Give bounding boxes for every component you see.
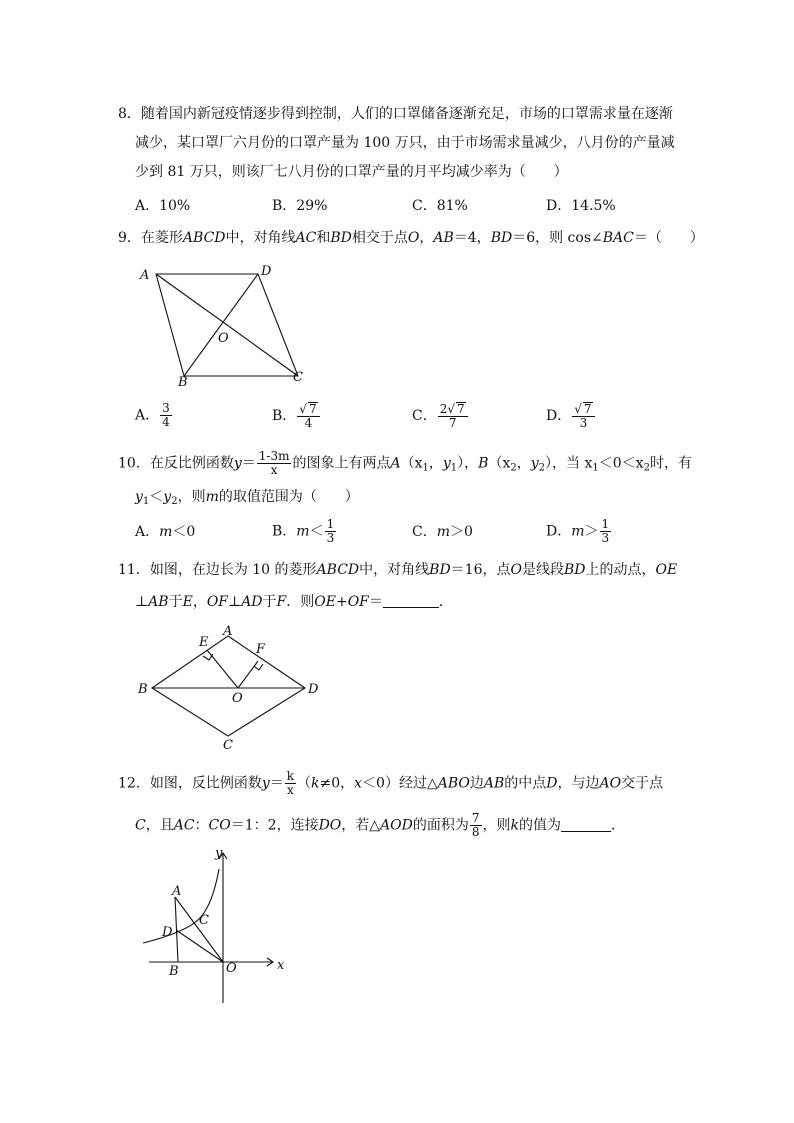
q8-line-1: 8．随着国内新冠疫情逐步得到控制，人们的口罩储备逐渐充足，市场的口罩需求量在逐渐 [118, 106, 673, 122]
q10-option-d: D．m＞ $\frac{1}{3}$ [546, 517, 610, 545]
q9-label-d: D [261, 264, 272, 279]
q9-label-o: O [218, 331, 229, 346]
q9-label-c: C [293, 370, 303, 385]
q12-answer-blank [561, 831, 611, 832]
q8-option-a: A．10% [135, 198, 191, 214]
q8-line-2: 减少，某口罩厂六月份的口罩产量为 100 万只，由于市场需求量减少，八月份的产量减 [135, 135, 675, 151]
q12-coordinate-figure [135, 845, 295, 1010]
q10-stem-line-2: $y_1<y_2$，则m的取值范围为（ ） [135, 489, 359, 507]
q12-label-a: A [172, 884, 182, 899]
q9-option-c: C． $\frac{2√ 7}{7}$ [412, 402, 469, 430]
q9-label-b: B [178, 375, 188, 390]
q8-option-b: B．29% [272, 198, 328, 214]
q12-label-b: B [169, 964, 179, 979]
q10-option-c: C．m＞0 [412, 524, 473, 540]
q10-option-a: A．m＜0 [135, 524, 196, 540]
q9-stem: 9．在菱形ABCD中，对角线AC和BD相交于点O，AB＝4，BD＝6，则 cos∠BAC＝（ ） [118, 230, 704, 246]
q12-label-x: x [277, 958, 285, 973]
q11-label-b: B [138, 682, 148, 697]
q11-label-d: D [308, 682, 319, 697]
q11-rhombus-figure [130, 622, 340, 752]
q10-option-b: B．m＜ $\frac{1}{3}$ [272, 517, 335, 545]
q11-stem-line-1: 11．如图，在边长为 10 的菱形ABCD中，对角线BD＝16，点O是线段BD上的动点，OE [118, 562, 678, 578]
q12-label-d: D [162, 925, 173, 940]
q9-option-a: A． $\frac{3}{4}$ [135, 401, 170, 429]
q11-stem-line-2: ⊥AB于E，OF⊥AD于F．则OE+OF＝ ． [135, 594, 453, 610]
q9-option-b: B． $\frac{√ 7}{4}$ [272, 402, 321, 430]
q12-label-o: O [226, 961, 237, 976]
q9-label-a: A [140, 268, 150, 283]
q11-label-a: A [223, 624, 233, 639]
q12-label-c: C [199, 913, 209, 928]
q9-option-d: D． $\frac{√ 7}{3}$ [546, 402, 596, 430]
q11-label-o: O [232, 691, 243, 706]
q11-answer-blank [383, 607, 439, 608]
q12-stem-line-2: C，且AC：CO＝1：2，连接DO，若△AOD的面积为 $\frac{7}{8}$ ，则k的值为 ． [135, 811, 625, 839]
q12-stem-line-1: 12．如图，反比例函数y＝ $\frac{k}{x}$ （k≠0，x＜0）经过△ABO边AB的中点D，与边AO交于点 [118, 769, 664, 797]
q10-stem-line-1: 10．在反比例函数y＝ $\frac{1-3m}{x}$ 的图象上有两点$A(x_1$，$y_1$），$B(x_2$，$y_2$），当 $x_1<0<x_2$时，有 [118, 449, 692, 477]
q11-label-f: F [256, 642, 266, 657]
q9-rhombus-figure [130, 258, 320, 388]
q11-label-e: E [199, 635, 209, 650]
q12-label-y: y [215, 846, 223, 861]
q8-line-3: 少到 81 万只，则该厂七八月份的口罩产量的月平均减少率为（ ） [135, 164, 568, 180]
q8-option-c: C．81% [412, 198, 468, 214]
q11-label-c: C [223, 738, 233, 753]
q8-option-d: D．14.5% [546, 198, 616, 214]
